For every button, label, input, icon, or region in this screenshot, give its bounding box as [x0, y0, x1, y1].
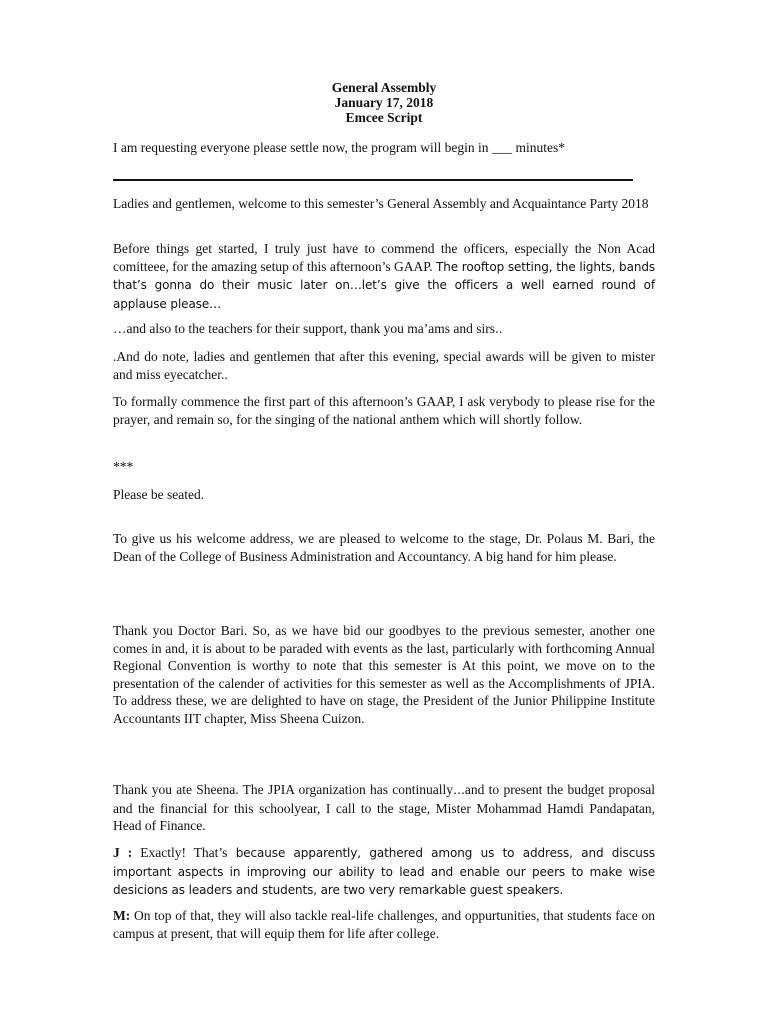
j-text-a: Exactly! That’s — [132, 845, 228, 860]
commend-text-sans: The rooftop setting, the lights, bands that’s gonna do their music later on…let’s give the officers a well earned round of applause please… — [113, 259, 655, 311]
paragraph-welcome: Ladies and gentlemen, welcome to this semester’s General Assembly and Acquaintance Party 2018 — [113, 196, 649, 211]
sheena-text-b: and to present the budget proposal and the financial for this schoolyear, I call to the stage, Mister Mohammad Hamdi Pandapatan, Head of Finance. — [113, 782, 655, 833]
doc-subtitle: Emcee Script — [345, 110, 423, 125]
commend-text-serif: Before things get started, I truly just have to commend the officers, especially the Non Acad comitteee, for the amazing setup of this afternoon’s GAAP. — [113, 241, 655, 274]
paragraph-note: .And do note, ladies and gentlemen that after this evening, special awards will be given to mister and miss eyecatcher.. — [113, 349, 655, 382]
paragraph-sheena — [113, 781, 655, 835]
paragraph-teachers — [113, 320, 655, 339]
sheena-text-a: Thank you ate Sheena. The JPIA organization has continually — [113, 782, 453, 797]
speaker-m-label: M: — [113, 908, 131, 923]
doc-title: General Assembly — [331, 80, 437, 95]
teachers-text: …and also to the teachers for their support, thank you ma’ams and sirs — [113, 321, 496, 336]
paragraph-m — [113, 907, 655, 942]
intro-line: I am requesting everyone please settle now, the program will begin in ___ minutes* — [113, 140, 566, 155]
paragraph-j — [113, 844, 655, 900]
paragraph-welcome-address: To give us his welcome address, we are pleased to welcome to the stage, Dr. Polaus M. Bari, the Dean of the College of Business Administration and Accountancy. A big hand for him please. — [113, 531, 655, 564]
paragraph-bari: Thank you Doctor Bari. So, as we have bid our goodbyes to the previous semester, another one comes in and, it is about to be paraded with events as the last, particularly with forthcoming Annual Regional Convention is worthy to note that this semester is At this point, we move on to the presentation of the calender of activities for this semester as well as the Accomplishments of JPIA. To address these, we are delighted to have on stage, the President of the Junior Philippine Institute Accountants IIT chapter, Miss Sheena Cuizon. — [113, 623, 655, 726]
teachers-dots: .. — [495, 322, 503, 336]
horizontal-rule — [113, 179, 633, 181]
separator-stars: *** — [113, 459, 134, 474]
paragraph-commend — [113, 240, 655, 313]
please-be-seated: Please be seated. — [113, 487, 205, 502]
speaker-j-label: J : — [113, 845, 133, 860]
j-text-b: because apparently, gathered among us to address, and discuss important aspects in improving our ability to lead and enable our peers to make wise desicions as leaders and students, are two very remarkable guest speakers. — [113, 846, 656, 897]
paragraph-commence: To formally commence the first part of this afternoon’s GAAP, I ask verybody to please rise for the prayer, and remain so, for the singing of the national anthem which will shortly follow. — [113, 394, 655, 427]
sheena-ellipsis: … — [453, 783, 465, 797]
m-text: On top of that, they will also tackle real-life challenges, and oppurtunities, that students face on campus at present, that will equip them for life after college. — [113, 908, 655, 941]
doc-date: January 17, 2018 — [334, 95, 434, 110]
